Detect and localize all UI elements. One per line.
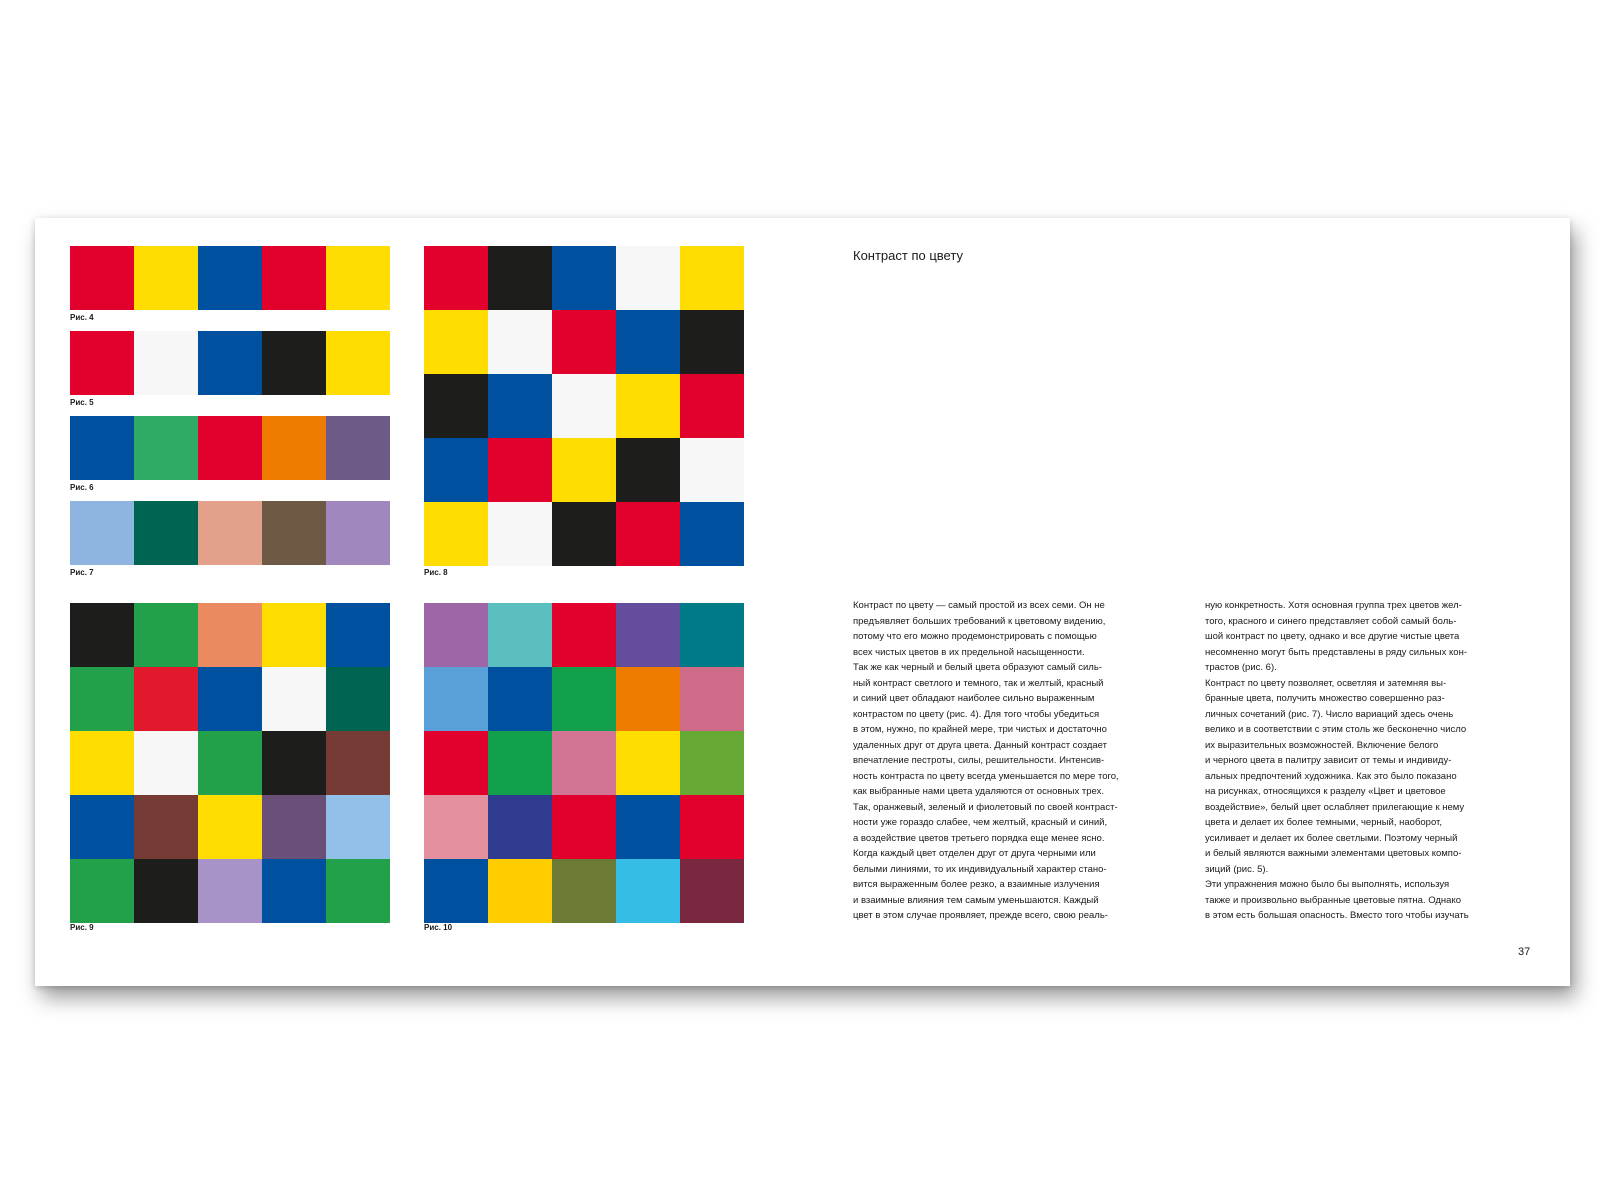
color-swatch bbox=[262, 731, 326, 795]
text-line: альных предпочтений художника. Как это было показано bbox=[1205, 770, 1457, 782]
figure-5-swatches bbox=[70, 331, 390, 395]
text-line: и синий цвет обладают наиболее сильно выраженным bbox=[853, 693, 1095, 704]
color-swatch bbox=[424, 731, 488, 795]
color-swatch bbox=[552, 859, 616, 923]
color-swatch bbox=[488, 859, 552, 923]
color-swatch bbox=[70, 246, 134, 310]
color-swatch bbox=[134, 667, 198, 731]
color-swatch bbox=[134, 416, 198, 480]
color-swatch bbox=[424, 502, 488, 566]
text-line: и белый являются важными элементами цветовых компо- bbox=[1205, 848, 1462, 859]
text-line: велико и в соответствии с этим столь же бесконечно число bbox=[1205, 724, 1467, 735]
color-swatch bbox=[262, 331, 326, 395]
color-swatch bbox=[616, 795, 680, 859]
text-line: Так же как черный и белый цвета образуют самый силь- bbox=[853, 662, 1102, 673]
color-swatch bbox=[488, 310, 552, 374]
color-swatch bbox=[424, 374, 488, 438]
text-line: того, красного и синего представляет собой самый боль- bbox=[1205, 615, 1457, 627]
color-swatch bbox=[424, 438, 488, 502]
text-line: впечатление пестроты, силы, решительности. Интенсив- bbox=[853, 755, 1105, 766]
color-swatch bbox=[198, 246, 262, 310]
color-swatch bbox=[326, 501, 390, 565]
color-swatch bbox=[70, 501, 134, 565]
color-swatch bbox=[198, 603, 262, 667]
color-swatch bbox=[134, 331, 198, 395]
figure-8-label: Рис. 8 bbox=[424, 568, 448, 577]
color-swatch bbox=[198, 501, 262, 565]
color-swatch bbox=[326, 331, 390, 395]
text-line: удаленных друг от друга цвета. Данный контраст создает bbox=[853, 739, 1108, 751]
color-swatch bbox=[616, 374, 680, 438]
color-swatch bbox=[198, 859, 262, 923]
color-swatch bbox=[326, 859, 390, 923]
text-line: ный контраст светлого и темного, так и желтый, красный bbox=[853, 677, 1104, 689]
color-swatch bbox=[424, 859, 488, 923]
text-line: бранные цвета, получить множество совершенно раз- bbox=[1205, 693, 1445, 704]
color-swatch bbox=[134, 795, 198, 859]
text-line: и взаимные влияния тем самым уменьшаются. Каждый bbox=[853, 894, 1099, 906]
text-line: несомненно могут быть представлены в ряду сильных кон- bbox=[1205, 646, 1467, 658]
color-swatch bbox=[552, 795, 616, 859]
color-swatch bbox=[616, 438, 680, 502]
color-swatch bbox=[552, 667, 616, 731]
text-line: ность контраста по цвету всегда уменьшается по мере того, bbox=[853, 770, 1119, 782]
color-swatch bbox=[198, 795, 262, 859]
text-line: в этом есть большая опасность. Вместо того чтобы изучать bbox=[1205, 910, 1469, 921]
color-swatch bbox=[488, 246, 552, 310]
color-swatch bbox=[70, 667, 134, 731]
text-line: Так, оранжевый, зеленый и фиолетовый по своей контраст- bbox=[853, 801, 1118, 813]
color-swatch bbox=[616, 502, 680, 566]
color-swatch bbox=[488, 795, 552, 859]
body-text-column-left bbox=[853, 598, 1188, 924]
color-swatch bbox=[262, 603, 326, 667]
color-swatch bbox=[70, 731, 134, 795]
text-line: трастов (рис. 6). bbox=[1205, 662, 1277, 673]
text-line: Когда каждый цвет отделен друг от друга черными или bbox=[853, 848, 1096, 859]
color-swatch bbox=[616, 731, 680, 795]
text-line: цвета и делает их более темными, черный, наоборот, bbox=[1205, 817, 1442, 828]
book-spread bbox=[35, 218, 1570, 986]
color-swatch bbox=[70, 416, 134, 480]
color-swatch bbox=[680, 859, 744, 923]
text-line: цвет в этом случае проявляет, прежде всего, свою реаль- bbox=[853, 910, 1108, 921]
color-swatch bbox=[262, 501, 326, 565]
color-swatch bbox=[424, 795, 488, 859]
text-line: в этом, нужно, по крайней мере, три чистых и достаточно bbox=[853, 724, 1107, 735]
figure-10-swatches bbox=[424, 603, 744, 923]
text-line: ности уже гораздо слабее, чем желтый, красный и синий, bbox=[853, 817, 1108, 828]
color-swatch bbox=[488, 603, 552, 667]
color-swatch bbox=[262, 667, 326, 731]
figure-9-swatches bbox=[70, 603, 390, 923]
color-swatch bbox=[552, 731, 616, 795]
text-line: их выразительных возможностей. Включение белого bbox=[1205, 739, 1439, 751]
color-swatch bbox=[70, 859, 134, 923]
color-swatch bbox=[198, 416, 262, 480]
color-swatch bbox=[488, 667, 552, 731]
figure-4-swatches bbox=[70, 246, 390, 310]
color-swatch bbox=[70, 331, 134, 395]
color-swatch bbox=[262, 859, 326, 923]
color-swatch bbox=[680, 374, 744, 438]
color-swatch bbox=[262, 246, 326, 310]
figure-7-label: Рис. 7 bbox=[70, 568, 94, 577]
color-swatch bbox=[488, 731, 552, 795]
color-swatch bbox=[262, 416, 326, 480]
color-swatch bbox=[424, 667, 488, 731]
page-number: 37 bbox=[1518, 946, 1531, 958]
text-line: усиливает и делает их более светлыми. Поэтому черный bbox=[1205, 832, 1458, 844]
color-swatch bbox=[134, 246, 198, 310]
color-swatch bbox=[134, 731, 198, 795]
color-swatch bbox=[326, 246, 390, 310]
color-swatch bbox=[134, 501, 198, 565]
color-swatch bbox=[616, 603, 680, 667]
color-swatch bbox=[326, 603, 390, 667]
text-line: как выбранные нами цвета удаляются от основных трех. bbox=[853, 786, 1104, 797]
color-swatch bbox=[552, 374, 616, 438]
figure-6-swatches bbox=[70, 416, 390, 480]
figure-5-label: Рис. 5 bbox=[70, 398, 94, 407]
color-swatch bbox=[198, 331, 262, 395]
text-line: на рисунках, относящихся к разделу «Цвет и цветовое bbox=[1205, 786, 1446, 797]
text-line: Контраст по цвету позволяет, осветляя и затемняя вы- bbox=[1205, 677, 1447, 689]
color-swatch bbox=[326, 795, 390, 859]
color-swatch bbox=[70, 795, 134, 859]
text-line: шой контраст по цвету, однако и все другие чистые цвета bbox=[1205, 631, 1460, 642]
color-swatch bbox=[326, 416, 390, 480]
text-line: личных сочетаний (рис. 7). Число вариаций здесь очень bbox=[1205, 708, 1454, 720]
color-swatch bbox=[680, 246, 744, 310]
color-swatch bbox=[552, 502, 616, 566]
color-swatch bbox=[680, 795, 744, 859]
color-swatch bbox=[488, 438, 552, 502]
color-swatch bbox=[616, 246, 680, 310]
text-line: и черного цвета в палитру зависит от темы и индивиду- bbox=[1205, 755, 1452, 766]
figure-10-label: Рис. 10 bbox=[424, 923, 453, 932]
color-swatch bbox=[552, 310, 616, 374]
text-line: белыми линиями, то их индивидуальный характер стано- bbox=[853, 863, 1107, 875]
color-swatch bbox=[70, 603, 134, 667]
color-swatch bbox=[424, 310, 488, 374]
text-line: Эти упражнения можно было бы выполнять, используя bbox=[1205, 879, 1450, 890]
color-swatch bbox=[198, 667, 262, 731]
text-line: контрастом по цвету (рис. 4). Для того чтобы убедиться bbox=[853, 708, 1100, 720]
text-line: а воздействие цветов третьего порядка еще менее ясно. bbox=[853, 832, 1105, 844]
color-swatch bbox=[680, 667, 744, 731]
body-text-column-right bbox=[1205, 598, 1540, 924]
text-line: предъявляет больших требований к цветовому видению, bbox=[853, 615, 1106, 627]
color-swatch bbox=[680, 731, 744, 795]
color-swatch bbox=[680, 603, 744, 667]
color-swatch bbox=[616, 859, 680, 923]
text-line: ную конкретность. Хотя основная группа трех цветов жел- bbox=[1205, 600, 1462, 611]
text-line: Контраст по цвету — самый простой из всех семи. Он не bbox=[853, 600, 1105, 611]
color-swatch bbox=[552, 603, 616, 667]
color-swatch bbox=[198, 731, 262, 795]
color-swatch bbox=[424, 603, 488, 667]
color-swatch bbox=[680, 502, 744, 566]
color-swatch bbox=[262, 795, 326, 859]
color-swatch bbox=[424, 246, 488, 310]
color-swatch bbox=[326, 667, 390, 731]
text-line: зиций (рис. 5). bbox=[1205, 863, 1269, 875]
color-swatch bbox=[680, 310, 744, 374]
figure-6-label: Рис. 6 bbox=[70, 483, 94, 492]
figure-8-swatches bbox=[424, 246, 744, 566]
color-swatch bbox=[134, 859, 198, 923]
figure-4-label: Рис. 4 bbox=[70, 313, 94, 322]
color-swatch bbox=[488, 374, 552, 438]
figure-9-label: Рис. 9 bbox=[70, 923, 94, 932]
color-swatch bbox=[326, 731, 390, 795]
text-line: воздействие», белый цвет ослабляет прилегающие к нему bbox=[1205, 801, 1465, 813]
section-heading: Контраст по цвету bbox=[853, 248, 963, 263]
color-swatch bbox=[134, 603, 198, 667]
text-line: потому что его можно продемонстрировать с помощью bbox=[853, 631, 1097, 642]
color-swatch bbox=[552, 246, 616, 310]
text-line: всех чистых цветов в их предельной насыщенности. bbox=[853, 646, 1085, 658]
color-swatch bbox=[616, 310, 680, 374]
figure-7-swatches bbox=[70, 501, 390, 565]
color-swatch bbox=[616, 667, 680, 731]
color-swatch bbox=[488, 502, 552, 566]
text-line: также и произвольно выбранные цветовые пятна. Однако bbox=[1205, 894, 1462, 906]
color-swatch bbox=[680, 438, 744, 502]
text-line: вится выраженным более резко, а взаимные излучения bbox=[853, 879, 1100, 890]
color-swatch bbox=[552, 438, 616, 502]
